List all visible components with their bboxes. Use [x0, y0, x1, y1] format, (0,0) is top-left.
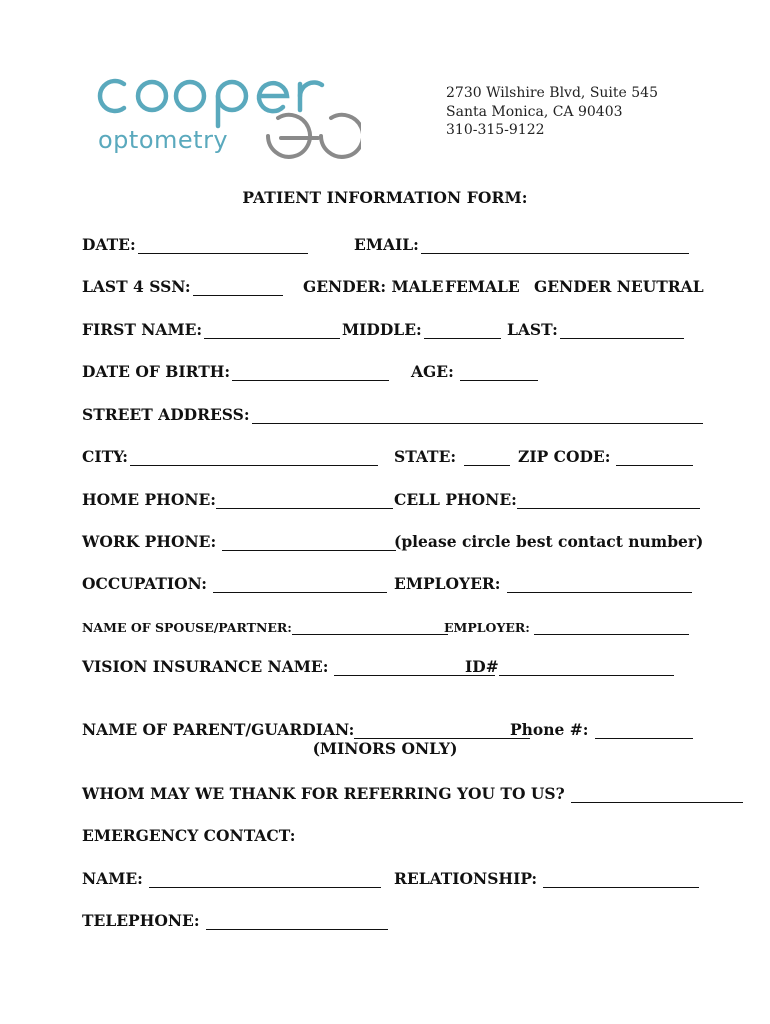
- dob-label: DATE OF BIRTH:: [82, 362, 231, 381]
- zip-field[interactable]: [616, 448, 693, 466]
- zip-label: ZIP CODE:: [518, 447, 611, 466]
- street-address-field[interactable]: [252, 406, 703, 424]
- street-address-label: STREET ADDRESS:: [82, 405, 250, 424]
- state-field[interactable]: [464, 448, 510, 466]
- spouse-label: NAME OF SPOUSE/PARTNER:: [82, 620, 292, 635]
- referral-field[interactable]: [571, 785, 743, 803]
- first-name-field[interactable]: [204, 321, 340, 339]
- employer-field[interactable]: [507, 575, 692, 593]
- row-date-email: [82, 230, 685, 254]
- work-phone-label: WORK PHONE:: [82, 532, 217, 551]
- telephone-label: TELEPHONE:: [82, 911, 200, 930]
- clinic-address: [446, 84, 658, 140]
- emergency-name-label: NAME:: [82, 869, 143, 888]
- occupation-label: OCCUPATION:: [82, 574, 208, 593]
- gender-option-female[interactable]: FEMALE: [445, 277, 520, 296]
- spouse-employer-label: EMPLOYER:: [444, 620, 530, 635]
- row-spouse: [82, 611, 685, 635]
- age-label: AGE:: [411, 362, 454, 381]
- spouse-name-field[interactable]: [292, 621, 448, 635]
- row-street: [82, 400, 685, 424]
- emergency-telephone-field[interactable]: [206, 912, 388, 930]
- email-field[interactable]: [421, 236, 689, 254]
- city-field[interactable]: [130, 448, 378, 466]
- guardian-label: NAME OF PARENT/GUARDIAN:: [82, 720, 355, 739]
- home-phone-label: HOME PHONE:: [82, 490, 217, 509]
- city-label: CITY:: [82, 447, 128, 466]
- insurance-id-field[interactable]: [499, 658, 674, 676]
- age-field[interactable]: [460, 363, 538, 381]
- relationship-field[interactable]: [543, 870, 699, 888]
- date-label: DATE:: [82, 235, 136, 254]
- home-phone-field[interactable]: [216, 491, 393, 509]
- svg-text:optometry: optometry: [98, 126, 229, 154]
- insurance-label: VISION INSURANCE NAME:: [82, 657, 329, 676]
- middle-label: MIDDLE:: [342, 320, 422, 339]
- cooper-optometry-logo: [96, 66, 361, 166]
- guardian-phone-field[interactable]: [595, 721, 693, 739]
- guardian-name-field[interactable]: [354, 721, 530, 739]
- cell-phone-label: CELL PHONE:: [394, 490, 517, 509]
- cell-phone-field[interactable]: [517, 491, 700, 509]
- emergency-heading: EMERGENCY CONTACT:: [82, 826, 296, 845]
- row-work-phone: [82, 527, 704, 551]
- row-city-state-zip: [82, 442, 685, 466]
- address-line-2: Santa Monica, CA 90403: [446, 103, 623, 120]
- guardian-phone-label: Phone #:: [510, 720, 589, 739]
- row-occupation: [82, 569, 685, 593]
- clinic-phone: 310-315-9122: [446, 122, 545, 138]
- emergency-name-field[interactable]: [149, 870, 381, 888]
- gender-option-neutral[interactable]: GENDER NEUTRAL: [534, 277, 704, 296]
- dob-field[interactable]: [232, 363, 389, 381]
- row-home-cell: [82, 485, 685, 509]
- last-name-label: LAST:: [507, 320, 558, 339]
- work-phone-field[interactable]: [222, 533, 396, 551]
- row-name: [82, 315, 685, 339]
- gender-option-male[interactable]: MALE: [391, 277, 444, 296]
- referral-label: WHOM MAY WE THANK FOR REFERRING YOU TO US?: [82, 784, 565, 803]
- row-dob-age: [82, 357, 685, 381]
- row-referral: [82, 779, 685, 803]
- form-title: PATIENT INFORMATION FORM:: [242, 188, 528, 207]
- row-emergency-telephone: [82, 906, 685, 930]
- state-label: STATE:: [394, 447, 457, 466]
- occupation-field[interactable]: [213, 575, 387, 593]
- date-field[interactable]: [138, 236, 308, 254]
- address-line-1: 2730 Wilshire Blvd, Suite 545: [446, 85, 658, 101]
- relationship-label: RELATIONSHIP:: [394, 869, 538, 888]
- gender-label: GENDER:: [303, 277, 387, 296]
- last-name-field[interactable]: [560, 321, 684, 339]
- employer-label: EMPLOYER:: [394, 574, 501, 593]
- first-name-label: FIRST NAME:: [82, 320, 203, 339]
- ssn-label: LAST 4 SSN:: [82, 277, 191, 296]
- ssn-field[interactable]: [193, 278, 283, 296]
- row-emergency-name: [82, 864, 685, 888]
- row-emergency-heading: [82, 821, 685, 845]
- row-insurance: [82, 652, 685, 676]
- spouse-employer-field[interactable]: [534, 621, 689, 635]
- contact-note: (please circle best contact number): [394, 532, 704, 551]
- middle-name-field[interactable]: [424, 321, 501, 339]
- row-ssn-gender: [82, 272, 704, 296]
- minors-note: (MINORS ONLY): [312, 739, 458, 758]
- row-guardian: [82, 715, 685, 739]
- email-label: EMAIL:: [354, 235, 419, 254]
- insurance-id-label: ID#: [465, 657, 499, 676]
